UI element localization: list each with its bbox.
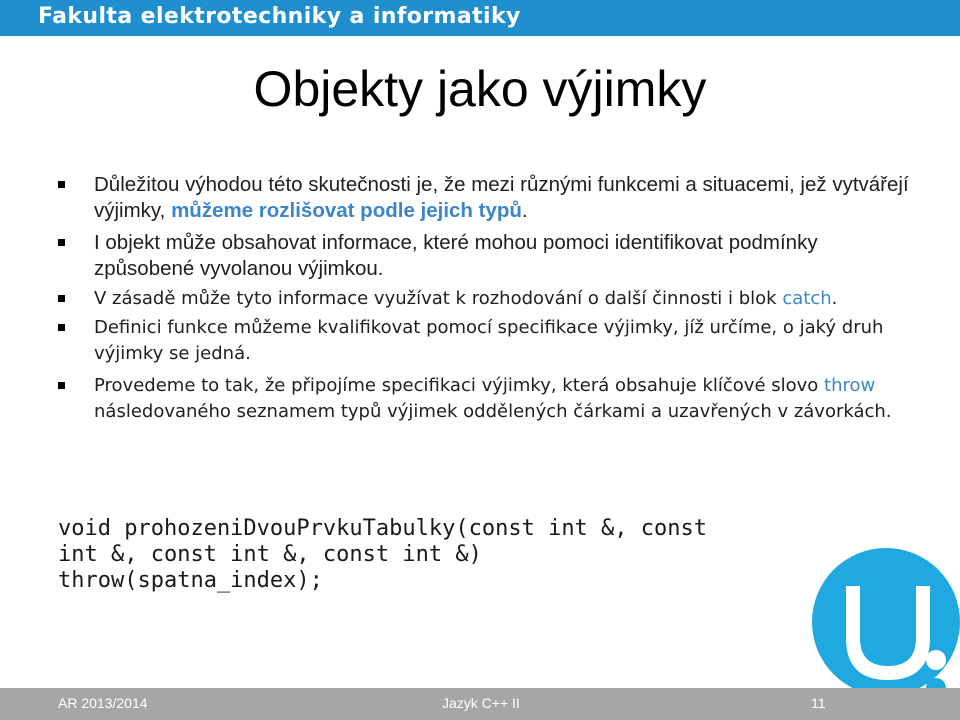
bullet-text: V zásadě může tyto informace využívat k rozhodování o další činnosti i blok (94, 288, 783, 309)
header-bar (0, 0, 960, 36)
bullet-item (58, 315, 918, 367)
faculty-name: Fakulta elektrotechniky a informatiky (38, 4, 521, 29)
footer-bar (0, 688, 960, 720)
bullet-text-end: . (831, 288, 838, 309)
bullet-highlight: throw (824, 375, 876, 396)
slide-title: Objekty jako výjimky (253, 61, 707, 117)
bullet-item (58, 172, 918, 224)
bullet-item (58, 373, 918, 425)
code-line: throw(spatna_index); (58, 568, 323, 593)
footer-course: Jazyk C++ II (442, 695, 520, 711)
code-line: void prohozeniDvouPrvkuTabulky(const int &, const (58, 516, 708, 541)
footer-year: AR 2013/2014 (58, 695, 148, 711)
bullet-text-end: následovaného seznamem typů výjimek oddělených čárkami a uzavřených v závorkách. (94, 401, 892, 422)
square-bullet-icon (58, 324, 65, 331)
square-bullet-icon (58, 181, 65, 188)
page-number: 11 (811, 695, 826, 711)
square-bullet-icon (58, 382, 65, 389)
code-line: int &, const int &, const int &) (58, 542, 482, 567)
bullet-item (58, 286, 918, 312)
bullet-text: Definici funkce můžeme kvalifikovat pomocí specifikace výjimky, jíž určíme, o jaký druh výjimky se jedná. (94, 317, 884, 364)
code-block (58, 516, 707, 594)
square-bullet-icon (58, 295, 65, 302)
bullet-item (58, 230, 918, 282)
bullet-text: Provedeme to tak, že připojíme specifikaci výjimky, která obsahuje klíčové slovo (94, 375, 825, 396)
bullet-highlight: můžeme rozlišovat podle jejich typů (171, 199, 522, 222)
bullet-text: I objekt může obsahovat informace, které mohou pomoci identifikovat podmínky způsobené vyvolanou výjimkou. (94, 231, 818, 280)
bullet-text: Důležitou výhodou této skutečnosti je, že mezi různými funkcemi a situacemi, jež vytvářejí výjimky, (94, 173, 909, 222)
bullet-list (58, 172, 918, 425)
square-bullet-icon (58, 239, 65, 246)
bullet-text-end: . (521, 199, 528, 222)
bullet-highlight: catch (782, 288, 832, 309)
